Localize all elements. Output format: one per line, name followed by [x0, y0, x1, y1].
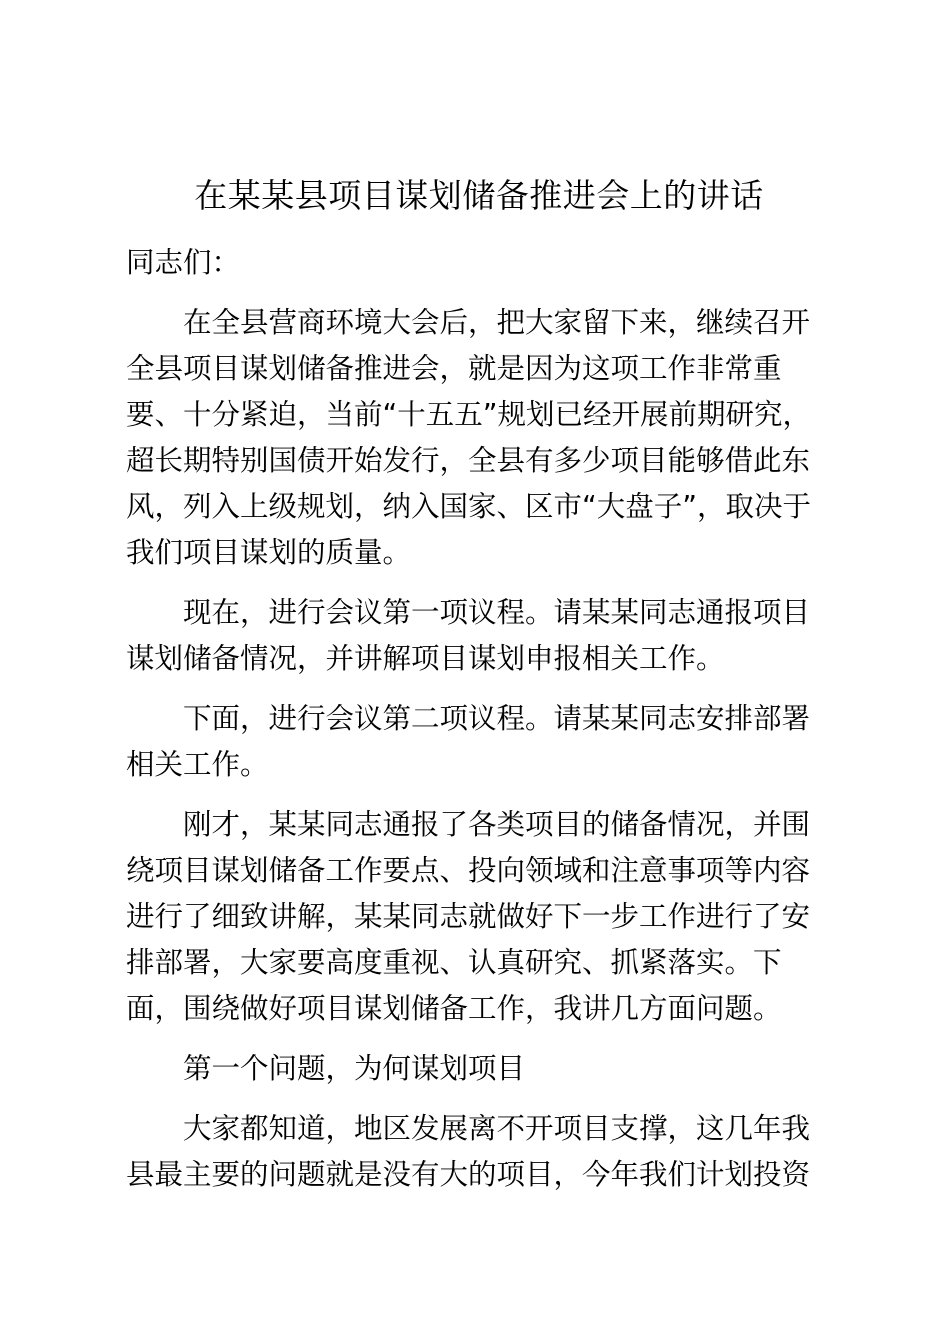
paragraph-line: 超长期特别国债开始发行，全县有多少项目能够借此东 [126, 444, 811, 477]
paragraph [126, 590, 832, 682]
paragraph [126, 802, 832, 1032]
section-heading [126, 1046, 832, 1092]
paragraph-line: 第一个问题，为何谋划项目 [183, 1052, 526, 1085]
paragraph-line: 下面，进行会议第二项议程。请某某同志安排部署 [183, 702, 811, 735]
paragraph-line: 面，围绕做好项目谋划储备工作，我讲几方面问题。 [126, 992, 782, 1025]
paragraph-line: 相关工作。 [126, 748, 269, 781]
paragraph [126, 300, 832, 576]
paragraph-line: 绕项目谋划储备工作要点、投向领域和注意事项等内容 [126, 854, 811, 887]
paragraph-line: 现在，进行会议第一项议程。请某某同志通报项目 [183, 596, 811, 629]
paragraph [126, 1106, 832, 1198]
document-title: 在某某县项目谋划储备推进会上的讲话 [194, 176, 764, 215]
paragraph-line: 风，列入上级规划，纳入国家、区市“大盘子”，取决于 [126, 490, 812, 523]
paragraph-line: 全县项目谋划储备推进会，就是因为这项工作非常重 [126, 352, 782, 385]
paragraph-line: 我们项目谋划的质量。 [126, 536, 412, 569]
paragraph-line: 谋划储备情况，并讲解项目谋划申报相关工作。 [126, 642, 725, 675]
paragraph-line: 排部署，大家要高度重视、认真研究、抓紧落实。下 [126, 946, 782, 979]
paragraph-line: 要、十分紧迫，当前“十五五”规划已经开展前期研究， [126, 398, 812, 431]
paragraph-line: 在全县营商环境大会后，把大家留下来，继续召开 [183, 306, 811, 339]
paragraph-line: 县最主要的问题就是没有大的项目，今年我们计划投资 [126, 1158, 811, 1191]
paragraph-line: 进行了细致讲解，某某同志就做好下一步工作进行了安 [126, 900, 811, 933]
paragraph-line: 刚才，某某同志通报了各类项目的储备情况，并围 [183, 808, 811, 841]
paragraph-line: 大家都知道，地区发展离不开项目支撑，这几年我 [183, 1112, 811, 1145]
salutation: 同志们： [126, 246, 241, 279]
paragraph [126, 696, 832, 788]
document-body [126, 240, 832, 1212]
